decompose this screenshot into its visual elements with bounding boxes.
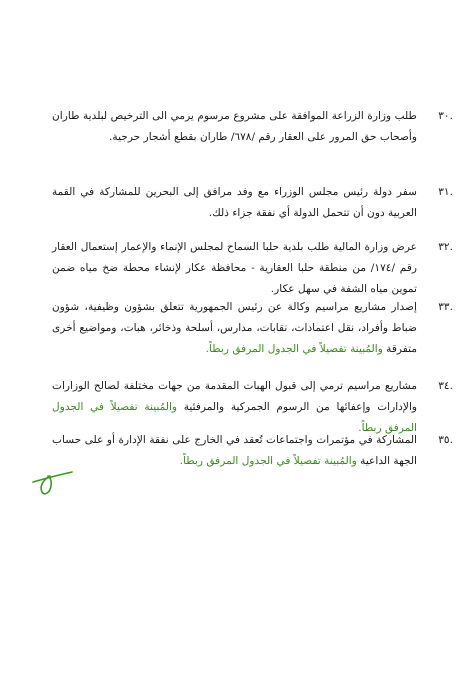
item-reference-note: والمُبينة تفصيلاً في الجدول المرفق ربطاً.	[205, 343, 383, 355]
agenda-item-32	[52, 237, 453, 300]
item-text: عرض وزارة المالية طلب بلدية حلبا السماح لمجلس الإنماء والإعمار إستعمال العقار رقم /١٧٤/ من منطقة حلبا العقارية - محافظة عكار لإنشاء محطة ضخ مياه ضمن تموين مياه الشفة في سهل عكار.	[52, 241, 417, 295]
item-number: .٣٣	[438, 301, 453, 313]
item-text: مشاريع مراسيم ترمي إلى قبول الهبات المقدمة من جهات مختلفة لصالح الوزارات والإدارات وإعفائها من الرسوم الجمركية والمرفئية	[52, 380, 418, 413]
item-number: .٣١	[438, 186, 453, 198]
item-number: .٣٤	[438, 380, 453, 392]
item-text: إصدار مشاريع مراسيم وكالة عن رئيس الجمهورية تتعلق بشؤون وظيفية، شؤون ضباط وأفراد، نقل اعتمادات، نقابات، مدارس، أسلحة وذخائر، هبات، ومواضيع أخرى متفرقة	[52, 301, 417, 355]
item-number: .٣٥	[438, 434, 453, 446]
agenda-item-35	[52, 430, 453, 472]
agenda-item-33	[52, 297, 453, 360]
item-reference-note: والمُبينة تفصيلاً في الجدول المرفق ربطاً.	[52, 401, 417, 434]
handwritten-signature-icon	[30, 464, 76, 498]
item-reference-note: والمُبينة تفصيلاً في الجدول المرفق ربطاً.	[179, 455, 357, 467]
item-text: طلب وزارة الزراعة الموافقة على مشروع مرسوم يرمي الى الترخيص لبلدية طاران وأصحاب حق المرور على العقار رقم /٦٧٨/ طاران بقطع أشجار حرجية.	[52, 110, 417, 143]
item-text: المشاركة في مؤتمرات واجتماعات تُعقد في الخارج على نفقة الإدارة أو على حساب الجهة الداعية	[52, 434, 417, 467]
agenda-item-30	[52, 106, 453, 148]
item-number: .٣٠	[438, 110, 453, 122]
agenda-item-31	[52, 182, 453, 224]
item-text: سفر دولة رئيس مجلس الوزراء مع وفد مرافق إلى البحرين للمشاركة في القمة العربية دون أن تتحمل الدولة أي نفقة جزاء ذلك.	[52, 186, 417, 219]
item-number: .٣٢	[438, 241, 453, 253]
